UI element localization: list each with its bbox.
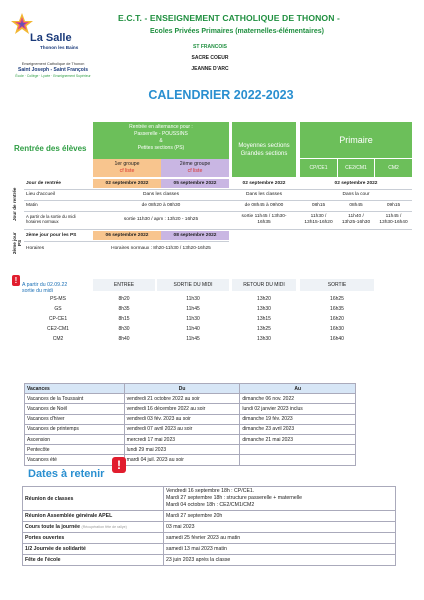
school-name: JEANNE D'ARC [191,66,229,72]
matin-passerelle: de 08h20 à 08h30 [141,202,181,208]
dates-value: 23 juin 2023 après la classe [164,555,396,566]
row-label-line: horaires normaux [26,219,59,224]
midi-retour: 13h30 [257,336,271,342]
group1-title: 1er groupe [114,161,140,167]
exclamation-icon: ! [112,457,126,473]
matin-cm2: 09h15 [386,202,401,208]
dates-label: Fête de l'école [23,555,164,566]
vacances-col-header: Vacances [25,384,125,394]
midi-sortie-midi: 11h40 [186,326,200,332]
vacances-name: Vacances été [25,455,125,465]
primaire-col-header: CM2 [375,159,412,177]
divider [24,211,412,212]
dates-label: 1/2 Journée de solidarité [23,544,164,555]
vacances-name: Pentecôte [25,445,125,455]
exclamation-icon: ! [12,275,20,286]
midi-caption-line: A partir du 02.09.22 [22,282,68,288]
dates-value-line: Vendredi 16 septembre 18h : CP/CE1. [166,488,255,494]
midi-col-header: SORTIE [300,279,374,291]
school-list [170,42,250,75]
dates-label-text: Cours toute la journée [25,524,81,530]
passerelle-header-line: & [159,138,163,144]
dates-table [22,486,396,566]
vacances-from: vendredi 03 fév. 2023 au soir [124,414,240,424]
group1-note: cf liste [119,167,135,174]
primaire-header: Primaire [300,122,412,158]
midi-sortie: 16h40 [330,336,344,342]
midi-caption [22,282,86,294]
midi-sortie-midi: 11h45 [186,336,200,342]
midi-entree: 8h35 [118,306,130,312]
midi-class: GS [54,306,62,312]
dates-value: 03 mai 2023 [164,522,396,533]
vacances-row [25,445,356,455]
dates-label: Réunion Assemblée générale APEL [23,511,164,522]
dates-label-note: (Récupération fête de rallye) [81,525,127,529]
midi-entree: 8h20 [118,296,130,302]
matin-ce2: 08h45 [349,202,363,208]
dates-value: Mardi 27 septembre 20h [164,511,396,522]
rentree-date-ms: 02 septembre 2022 [242,180,286,186]
dates-row [23,544,396,555]
dates-value-line: Mardi 04 octobre 18h : CE2/CM1/CM2 [166,502,255,508]
row-label: Matin [26,203,38,208]
sortie-cm2-line: 11h45 / [385,214,402,220]
midi-class: CP-CE1 [48,316,68,322]
group2-title: 2ème groupe [179,161,211,167]
midi-class: PS-MS [50,296,66,302]
dates-label: Réunion de classes [23,487,164,511]
row-label: Jour de rentrée [26,181,61,186]
midi-entree: 8h40 [118,336,130,342]
vacances-to: dimanche 06 nov. 2022 [240,394,356,404]
passerelle-header-line: Rentrée en alternance pour : [129,124,193,130]
vacances-col-header: Au [240,384,356,394]
lieu-primaire: Dans la cour [342,191,370,197]
matin-cp: 08h15 [311,202,326,208]
vacances-row [25,404,356,414]
dates-label: Portes ouvertes [23,533,164,544]
dates-row [23,533,396,544]
dates-value: samedi 25 février 2023 au matin [164,533,396,544]
moyennes-header [232,122,296,177]
midi-sortie: 16h25 [330,296,344,302]
vacances-row [25,424,356,434]
dates-value-line: Mardi 27 septembre 18h : structure passerelle + maternelle [166,495,302,501]
dates-title: Dates à retenir [28,468,105,480]
vacances-to: dimanche 23 avril 2023 [240,424,356,434]
midi-retour: 13h20 [257,296,271,302]
row-label: Lieu d'accueil [26,192,55,197]
passerelle-header [93,122,229,159]
logo-brand: La Salle [30,32,72,44]
sortie-ce2-line: 11h40 / [348,214,364,220]
vacances-name: Vacances de la Toussaint [25,394,125,404]
rentree-label: Rentrée des élèves [14,144,87,153]
passerelle-header-line: Petites sections (PS) [137,145,185,151]
logo-line1: Enseignement Catholique de Thonon [21,62,85,66]
horaires-value: Horaires normaux : 8h20-11h30 / 13h20-16h25 [111,245,211,251]
group1-header [93,159,161,177]
header-title: E.C.T. - ENSEIGNEMENT CATHOLIQUE DE THONON - [118,13,340,23]
vacances-row [25,394,356,404]
sortie-ce2-line: 13h25-16h30 [341,220,371,225]
sortie-passerelle: sortie 11h30 / apm : 13h20 - 16h25 [123,217,199,223]
vacances-to: lundi 02 janvier 2023 inclus [240,404,356,414]
passerelle-header-line: Passerelle - POUSSINS [134,131,188,137]
group2-note: cf liste [187,167,203,174]
midi-sortie-midi: 11h30 [186,296,200,302]
lieu-passerelle: Dans les classes [143,191,179,197]
vacances-table [24,383,356,466]
row-label: Horaires [26,246,45,251]
group2-header [161,159,229,177]
midi-class: CE2-CM1 [47,326,69,332]
sortie-cm2-line: 13h30-16h40 [379,220,408,225]
midi-retour: 13h30 [257,306,271,312]
calendar-title: CALENDRIER 2022-2023 [148,88,294,102]
vacances-row [25,434,356,444]
logo-subtitle: Thonon les Bains [40,45,79,50]
dates-row [23,511,396,522]
school-logo [10,10,96,92]
vacances-to: dimanche 21 mai 2023 [240,434,356,444]
dates-row [23,555,396,566]
row-label: 2ème jour pour les PS [26,233,77,238]
dates-value: samedi 13 mai 2023 matin [164,544,396,555]
moyennes-header-line: Grandes sections [240,150,288,157]
primaire-col-header: CE2/CM1 [338,159,374,177]
vacances-to [240,445,356,455]
sortie-ms-line: 16h35 [257,220,271,225]
matin-ms: de 08h45 à 09h00 [244,202,284,208]
row-label [26,214,76,224]
midi-caption-line: sortie du midi [22,288,53,294]
primaire-col-header: CP/CE1 [300,159,337,177]
dates-row [23,487,396,511]
midi-class: CM2 [52,336,64,342]
vacances-name: Vacances de Noël [25,404,125,414]
dates-row [23,522,396,533]
deuxieme-date-g2: 08 septembre 2022 [161,231,229,240]
vacances-col-header: Du [124,384,240,394]
vacances-row [25,455,356,465]
sortie-cm2 [375,213,412,227]
sortie-ms [232,213,296,227]
midi-sortie: 16h30 [330,326,344,332]
vacances-header-row [25,384,356,394]
vacances-from: mercredi 17 mai 2023 [124,434,240,444]
vacances-row [25,414,356,424]
vertical-label-rentree: Jour de rentrée [12,187,17,221]
midi-entree: 8h30 [118,326,130,332]
midi-sortie: 16h20 [330,316,344,322]
header-subtitle: Ecoles Privées Primaires (maternelles-élémentaires) [150,28,324,35]
dates-value [164,487,396,511]
midi-sortie: 16h35 [330,306,344,312]
vacances-name: Vacances d'hiver [25,414,125,424]
rentree-date-g1: 02 septembre 2022 [93,179,161,188]
divider [24,229,412,230]
vacances-to: dimanche 19 fév. 2023 [240,414,356,424]
row-label-line: A partir de la sortie du midi [26,214,76,219]
deuxieme-date-g1: 06 septembre 2022 [93,231,161,240]
logo-line3: École · Collège · Lycée · Enseignement Supérieur [15,74,91,78]
vacances-from: vendredi 16 décembre 2022 au soir [124,404,240,414]
midi-col-header: SORTIE DU MIDI [157,279,229,291]
vacances-from: vendredi 07 avril 2023 au soir [124,424,240,434]
logo-line2: Saint Joseph - Saint François [17,67,88,73]
vertical-label-2eme-jour: 2ème jour PS [12,232,22,254]
vacances-name: Ascension [25,434,125,444]
midi-retour: 13h25 [257,326,271,332]
midi-col-header: ENTREE [93,279,155,291]
moyennes-header-line: Moyennes sections [238,142,290,149]
vacances-to [240,455,356,465]
divider [24,241,229,242]
lieu-ms: Dans les classes [246,191,282,197]
midi-retour: 13h15 [257,316,271,322]
midi-sortie-midi: 11h30 [186,316,200,322]
midi-entree: 8h15 [118,316,130,322]
vacances-from: lundi 29 mai 2023 [124,445,240,455]
dates-label [23,522,164,533]
sortie-ms-line: sortie 11h45 / 13h30- [241,214,287,220]
sortie-cp-line: 11h30 / [310,214,327,220]
midi-col-header: RETOUR DU MIDI [232,279,296,291]
school-name: SACRE COEUR [191,55,229,61]
sortie-cp [300,213,337,227]
sortie-ce2 [338,213,374,227]
vacances-from: mardi 04 juil. 2023 au soir [124,455,240,465]
vacances-name: Vacances de printemps [25,424,125,434]
vacances-from: vendredi 21 octobre 2022 au soir [124,394,240,404]
rentree-date-primaire: 02 septembre 2022 [334,180,378,186]
midi-sortie-midi: 11h45 [186,306,200,312]
school-name: ST FRANCOIS [193,44,227,50]
rentree-date-g2: 05 septembre 2022 [161,179,229,188]
sortie-cp-line: 13h15-16h20 [304,220,333,225]
